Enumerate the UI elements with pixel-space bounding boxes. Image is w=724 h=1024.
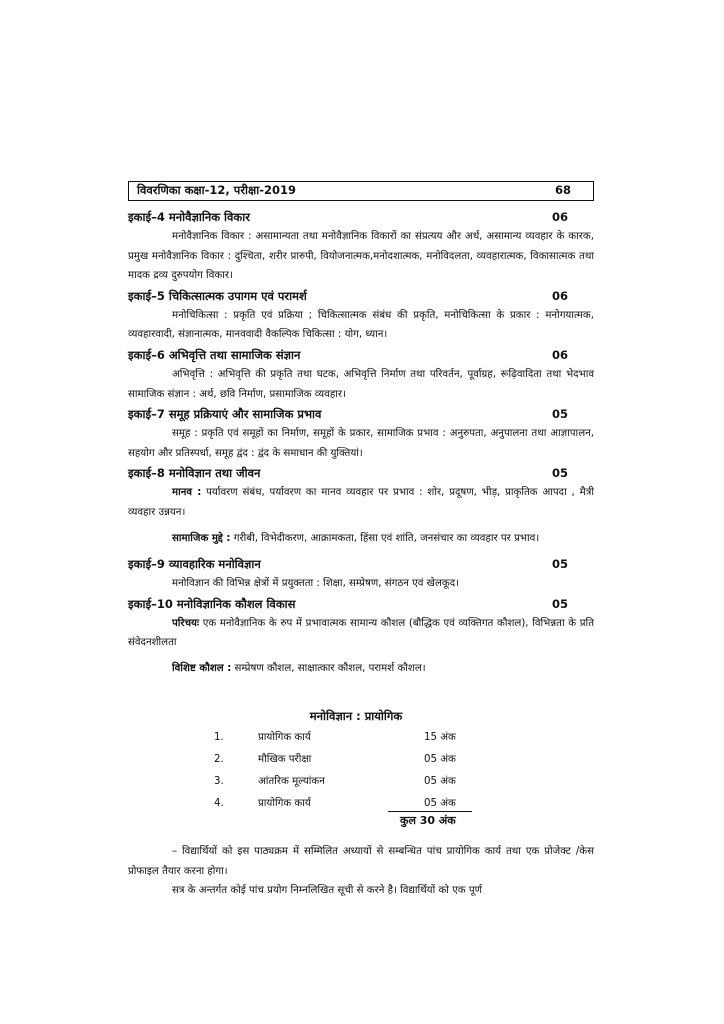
unit-title: इकाई–9 व्यावहारिक मनोविज्ञान	[128, 557, 261, 572]
syllabus-units	[128, 207, 594, 679]
unit-heading	[128, 594, 594, 614]
practical-total: कुल 30 अंक	[400, 814, 456, 827]
row-name: प्रायोगिक कार्य	[258, 798, 311, 809]
unit-heading	[128, 345, 594, 365]
unit-paragraph	[128, 483, 594, 522]
row-number: 4.	[214, 798, 224, 809]
unit-heading	[128, 404, 594, 424]
unit-marks: 06	[551, 210, 568, 224]
unit-marks: 05	[551, 596, 568, 611]
paragraph-text: मनोचिकित्सा : प्रकृति एवं प्रक्रिया ; चिकित्सात्मक संबंध की प्रकृति, मनोचिकित्सा के प्रकार : मनोगयात्मक, व्यवहारवादी, संज्ञानात्मक, मानववादी वैकल्पिक चिकित्सा : योग, ध्यान।	[128, 309, 594, 341]
unit-paragraph	[128, 306, 594, 345]
row-marks: 05 अंक	[424, 776, 456, 787]
row-name: आंतरिक मूल्यांकन	[258, 776, 325, 787]
paragraph-text: अभिवृत्ति : अभिवृत्ति की प्रकृति तथा घटक, अभिवृत्ति निर्माण तथा परिवर्तन, पूर्वाग्रह, रूढ़िवादिता तथा भेदभाव सामाजिक संज्ञान : अर्थ, छवि निर्माण, प्रसामाजिक व्यवहार।	[128, 368, 594, 400]
unit-heading	[128, 463, 594, 483]
unit-heading	[128, 286, 594, 306]
total-divider	[388, 811, 472, 812]
paragraph-text: मनोविज्ञान की विभिन्न क्षेत्रों में प्रयुक्तता : शिक्षा, सम्प्रेषण, संगठन एवं खेलकूद।	[172, 578, 460, 590]
practical-notes	[128, 842, 594, 901]
row-number: 1.	[214, 732, 224, 743]
paragraph-label: विशिष्ट कौशल :	[172, 662, 232, 674]
unit-title: इकाई–6 अभिवृत्ति तथा सामाजिक संज्ञान	[128, 347, 301, 362]
unit-marks: 06	[551, 288, 568, 303]
practical-row	[128, 793, 594, 815]
practical-row	[128, 749, 594, 771]
row-marks: 05 अंक	[424, 754, 456, 765]
unit-paragraph	[128, 659, 594, 679]
unit-paragraph	[128, 614, 594, 653]
paragraph-label: मानव :	[172, 487, 202, 499]
unit-title: इकाई–5 चिकित्सात्मक उपागम एवं परामर्श	[128, 288, 307, 303]
row-marks: 15 अंक	[424, 732, 456, 743]
page-number: 68	[554, 183, 571, 197]
paragraph-text: सम्प्रेषण कौशल, साक्षात्कार कौशल, परामर्श कौशल।	[231, 662, 426, 674]
unit-marks: 06	[551, 347, 568, 362]
unit-marks: 05	[551, 557, 568, 572]
unit-title: इकाई–10 मनोविज्ञानिक कौशल विकास	[128, 596, 296, 611]
practical-title: मनोविज्ञान : प्रायोगिक	[309, 709, 403, 723]
paragraph-label: सामाजिक मुद्दे :	[172, 532, 231, 544]
unit-paragraph	[128, 227, 594, 286]
unit-marks: 05	[551, 466, 568, 481]
unit-heading	[128, 207, 594, 227]
unit-paragraph	[128, 574, 594, 594]
paragraph-text: पर्यावरण संबंध, पर्यावरण का मानव व्यवहार पर प्रभाव : शोर, प्रदूषण, भीड़, प्राकृतिक आपदा , मैत्री व्यवहार उन्नयन।	[128, 487, 594, 518]
unit-paragraph	[128, 529, 594, 549]
unit-marks: 05	[551, 407, 568, 422]
row-marks: 05 अंक	[424, 798, 456, 809]
note-paragraph: – विद्यार्थियों को इस पाठ्यक्रम में सम्मिलित अध्यायों से सम्बन्धित पांच प्रायोगिक कार्य तथा एक प्रोजेक्ट /केस प्रोफाइल तैयार करना होगा।	[128, 846, 594, 877]
unit-title: इकाई–7 समूह प्रक्रियाएं और सामाजिक प्रभाव	[128, 407, 322, 422]
row-name: प्रायोगिक कार्य	[258, 732, 311, 743]
page-header	[128, 181, 594, 201]
paragraph-text: मनोवैज्ञानिक विकार : असामान्यता तथा मनोवैज्ञानिक विकारों का संप्रत्यय और अर्थ, असामान्य व्यवहार के कारक, प्रमुख मनोवैज्ञानिक विकार : दुश्चिता, शरीर प्रारुपी, वियोजनात्मक,मनोदशात्मक, मनोविदलता, व्यवहारात्मक, विकासात्मक तथा मादक द्रव्य दुरुपयोग विकार।	[128, 231, 594, 282]
practical-section	[128, 705, 594, 827]
practical-row	[128, 771, 594, 793]
unit-paragraph	[128, 365, 594, 404]
row-name: मौखिक परीक्षा	[258, 754, 312, 765]
header-title: विवरणिका कक्षा-12, परीक्षा-2019	[137, 183, 296, 197]
row-number: 3.	[214, 776, 224, 787]
unit-title: इकाई–4 मनोवैज्ञानिक विकार	[128, 210, 250, 224]
note-paragraph: सत्र के अन्तर्गत कोई पांच प्रयोग निम्नलिखित सूची से करने है। विद्यार्थियों को एक पूर्ण	[172, 885, 483, 897]
row-number: 2.	[214, 754, 224, 765]
paragraph-text: गरीबी, विभेदीकरण, आक्रामकता, हिंसा एवं शांति, जनसंचार का व्यवहार पर प्रभाव।	[230, 532, 540, 544]
paragraph-label: परिचयः	[172, 617, 200, 629]
unit-paragraph	[128, 424, 594, 463]
unit-title: इकाई–8 मनोविज्ञान तथा जीवन	[128, 466, 261, 481]
practical-row	[128, 727, 594, 749]
unit-heading	[128, 554, 594, 574]
paragraph-text: एक मनोवैज्ञानिक के रुप में प्रभावात्मक सामान्य कौशल (बौद्धिक एवं व्यक्तिगत कौशल), विभिन्नता के प्रति संवेदनशीलता	[128, 617, 594, 649]
paragraph-text: समूह : प्रकृति एवं समूहों का निर्माण, समूहों के प्रकार, सामाजिक प्रभाव : अनुरुपता, अनुपालना तथा आज्ञापालन, सहयोग और प्रतिस्पर्धा, समूह द्वंद : द्वंद के समाधान की युक्तियां।	[128, 428, 594, 459]
